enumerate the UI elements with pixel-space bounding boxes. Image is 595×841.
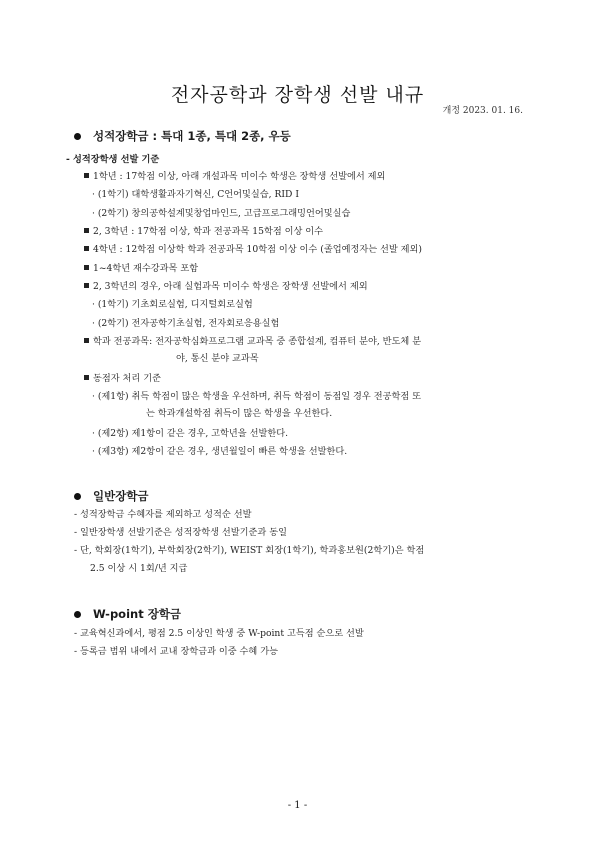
merit-line: 1~4학년 재수강과목 포함 — [84, 263, 198, 275]
merit-line: 4학년 : 12학점 이상학 학과 전공과목 10학점 이상 이수 (졸업예정자는 선발 제외) — [84, 244, 422, 256]
square-bullet-icon — [84, 283, 89, 288]
merit-line: · (1학기) 기초회로실험, 디지털회로실험 — [92, 299, 253, 310]
section-heading-general: 일반장학금 — [74, 488, 149, 504]
general-line: 2.5 이상 시 1회/년 지급 — [90, 563, 188, 574]
square-bullet-icon — [84, 246, 89, 251]
section-heading-wpoint: W-point 장학금 — [74, 606, 181, 622]
general-line: - 일반장학생 선발기준은 성적장학생 선발기준과 동일 — [74, 527, 287, 538]
revision-date: 개정 2023. 01. 16. — [442, 106, 523, 116]
square-bullet-icon — [84, 265, 89, 270]
square-bullet-icon — [84, 338, 89, 343]
merit-line: · (1학기) 대학생활과자기혁신, C언어및실습, RID I — [92, 189, 299, 200]
merit-subheading: - 성적장학생 선발 기준 — [66, 154, 160, 165]
wpoint-line: - 교육혁신과에서, 평점 2.5 이상인 학생 중 W-point 고득점 순으로 선발 — [74, 628, 364, 639]
merit-line: · (2학기) 전자공학기초실험, 전자회로응용실험 — [92, 318, 280, 329]
square-bullet-icon — [84, 375, 89, 380]
bullet-icon — [74, 493, 81, 500]
merit-line: 2, 3학년의 경우, 아래 실험과목 미이수 학생은 장학생 선발에서 제외 — [84, 281, 368, 293]
document-title: 전자공학과 장학생 선발 내규 — [170, 84, 425, 106]
page-number: - 1 - — [287, 800, 308, 811]
general-line: - 성적장학금 수혜자를 제외하고 성적순 선발 — [74, 509, 252, 520]
merit-line: 는 학과개설학점 취득이 많은 학생을 우선한다. — [146, 408, 333, 419]
square-bullet-icon — [84, 228, 89, 233]
merit-line: · (제2항) 제1항이 같은 경우, 고학년을 선발한다. — [92, 428, 289, 439]
merit-line: · (2학기) 창의공학설계및창업마인드, 고급프로그래밍언어및실습 — [92, 208, 351, 219]
merit-line: 학과 전공과목: 전자공학심화프로그램 교과목 중 종합설계, 컴퓨터 분야, 반도체 분 — [84, 336, 421, 348]
wpoint-line: - 등록금 범위 내에서 교내 장학금과 이중 수혜 가능 — [74, 646, 278, 657]
merit-line: 동점자 처리 기준 — [84, 373, 161, 385]
bullet-icon — [74, 133, 81, 140]
merit-line: 1학년 : 17학점 이상, 아래 개설과목 미이수 학생은 장학생 선발에서 제외 — [84, 171, 385, 183]
square-bullet-icon — [84, 173, 89, 178]
merit-line: · (제3항) 제2항이 같은 경우, 생년월일이 빠른 학생을 선발한다. — [92, 446, 348, 457]
merit-line: 2, 3학년 : 17학점 이상, 학과 전공과목 15학점 이상 이수 — [84, 226, 323, 238]
merit-line: · (제1항) 취득 학점이 많은 학생을 우선하며, 취득 학점이 동점일 경우 전공학점 또 — [92, 391, 422, 402]
section-heading-merit: 성적장학금 : 특대 1종, 특대 2종, 우등 — [74, 128, 291, 144]
bullet-icon — [74, 611, 81, 618]
general-line: - 단, 학회장(1학기), 부학회장(2학기), WEIST 회장(1학기), 학과홍보원(2학기)은 학점 — [74, 545, 425, 556]
merit-line: 야, 통신 분야 교과목 — [176, 353, 259, 364]
